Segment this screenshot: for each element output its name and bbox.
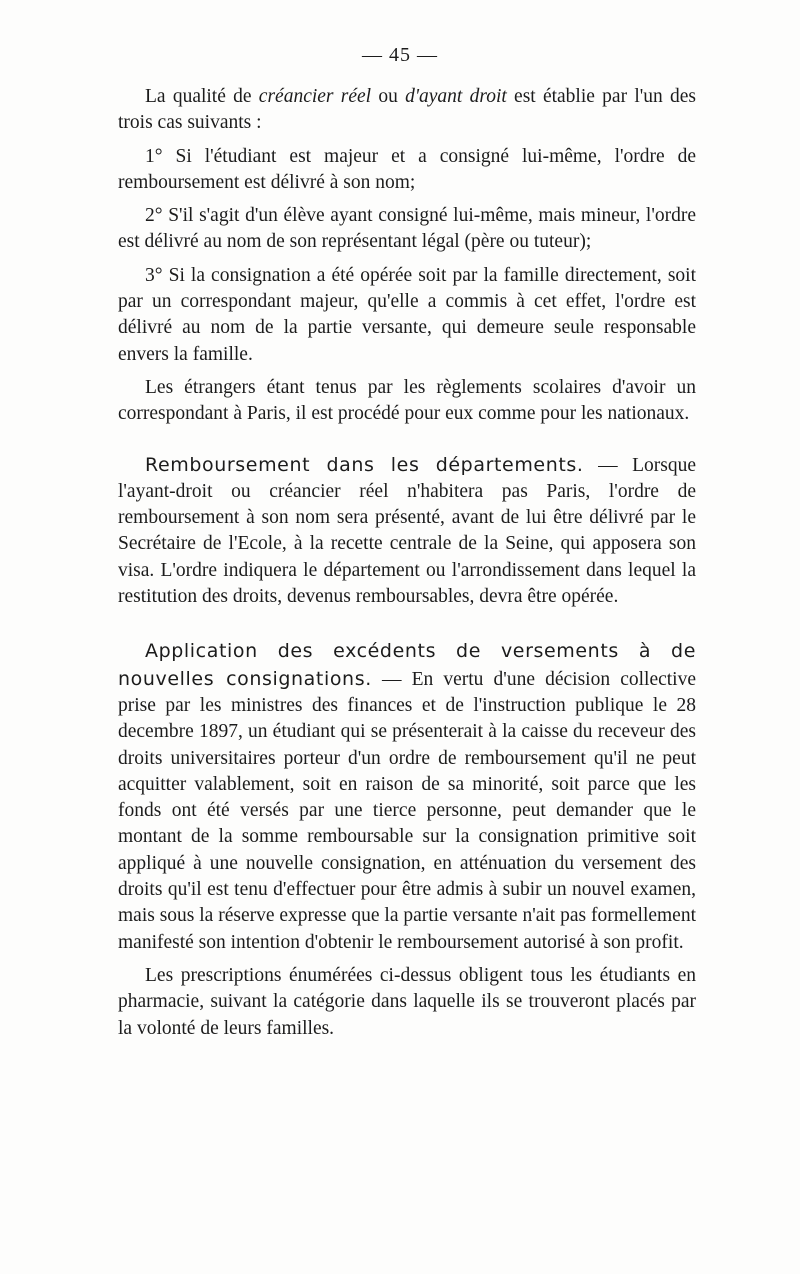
page-body <box>118 84 696 1042</box>
paragraph-case-1: 1° Si l'étudiant est majeur et a consigné lui-même, l'ordre de remboursement est délivré à son nom; <box>118 145 696 193</box>
intro-text-2: ou <box>371 86 406 107</box>
paragraph-case-2: 2° S'il s'agit d'un élève ayant consigné lui-même, mais mineur, l'ordre est délivré au nom de son représentant légal (père ou tuteur); <box>118 205 696 253</box>
section-text-application: — En vertu d'une décision collective prise par les ministres des finances et de l'instruction publique le 28 decembre 1897, un étudiant qui se présenterait à la caisse du receveur des droits universitaires porteur d'un ordre de remboursement qu'il ne peut acquitter valablement, soit en raison de sa minorité, soit parce que les fonds ont été versés par une tierce personne, peut demander que le montant de la somme remboursable sur la consignation primitive soit appliqué à une nouvelle consignation, en atténuation du versement des droits qu'il est tenu d'effectuer pour être admis à subir un nouvel examen, mais sous la réserve expresse que la partie versante n'ait pas formellement manifesté son intention d'obtenir le remboursement autorisé à son profit. <box>118 668 697 953</box>
intro-italic-ayant-droit: d'ayant droit <box>405 86 507 107</box>
paragraph-application <box>118 638 696 956</box>
intro-text-3: est établie par l'un des trois cas suivants : <box>118 86 696 134</box>
paragraph-case-3: 3° Si la consignation a été opérée soit par la famille directement, soit par un correspondant majeur, qu'elle a commis à cet effet, l'ordre est délivré au nom de la partie versante, qui demeure seule responsable envers la famille. <box>118 264 696 365</box>
paragraph-intro <box>118 84 696 137</box>
intro-italic-creancier: créancier réel <box>258 86 372 107</box>
paragraph-departements <box>118 452 696 611</box>
page-number: — 45 — <box>362 44 438 66</box>
paragraph-prescriptions: Les prescriptions énumérées ci-dessus obligent tous les étudiants en pharmacie, suivant la catégorie dans laquelle ils se trouveront placés par la volonté de leurs familles. <box>118 964 696 1039</box>
section-text-departements: — Lorsque l'ayant-droit ou créancier réel n'habitera pas Paris, l'ordre de remboursement à son nom sera présenté, avant de lui être délivré par le Secrétaire de l'Ecole, à la recette centrale de la Seine, qui apposera son visa. L'ordre indiquera le département ou l'arrondissement dans lequel la restitution des droits, devenus remboursables, devra être opérée. <box>118 454 696 608</box>
section-heading-application: Application des excédents de versements à de nouvelles consignations. <box>118 640 696 690</box>
section-heading-departements: Remboursement dans les départements. <box>145 453 584 476</box>
paragraph-foreigners: Les étrangers étant tenus par les règlements scolaires d'avoir un correspondant à Paris, il est procédé pour eux comme pour les nationaux. <box>118 376 696 425</box>
intro-text-1: La qualité de <box>145 86 259 107</box>
